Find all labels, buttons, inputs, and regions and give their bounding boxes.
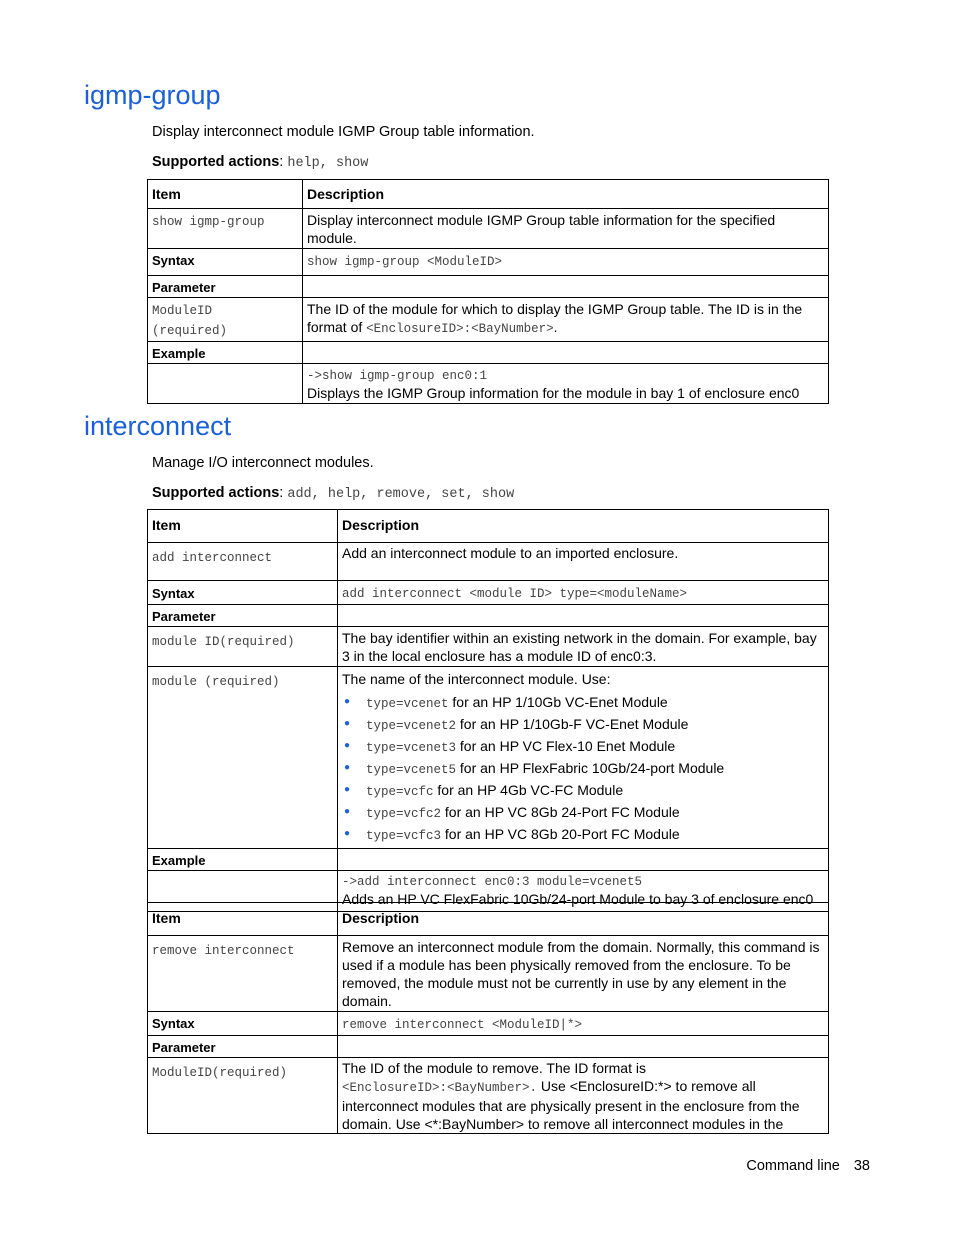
igmp-group-table (147, 179, 829, 404)
module-type-item (342, 758, 824, 780)
section-title-interconnect: interconnect (84, 411, 232, 441)
parameter-name: ModuleID (152, 304, 213, 318)
table-row (148, 1058, 829, 1134)
table-row (148, 605, 829, 627)
supported-actions: Supported actions: add, help, remove, set, show (152, 485, 515, 502)
example-command: ->show igmp-group enc0:1 (307, 369, 488, 383)
parameter-description (338, 1058, 829, 1134)
example-label: Example (148, 342, 303, 364)
module-type-description: for an HP VC 8Gb 24-Port FC Module (441, 804, 680, 820)
module-type-item (342, 824, 824, 846)
parameter-name: module ID(required) (152, 635, 295, 649)
parameter-description (303, 298, 829, 342)
example-description: Displays the IGMP Group information for the module in bay 1 of enclosure enc0 (307, 385, 800, 401)
module-type-description: for an HP 4Gb VC-FC Module (433, 782, 624, 798)
supported-actions-list: add, help, remove, set, show (287, 487, 515, 502)
module-type-item (342, 802, 824, 824)
table-row (148, 849, 829, 871)
command-name: add interconnect (152, 551, 273, 565)
remove-interconnect-table (147, 902, 829, 1134)
add-interconnect-table (147, 509, 829, 912)
parameter-intro: The name of the interconnect module. Use: (342, 671, 611, 687)
parameter-description-text: The ID of the module to remove. The ID format is (342, 1060, 646, 1076)
parameter-label: Parameter (148, 276, 303, 298)
module-type-list (342, 692, 824, 846)
parameter-description-text: The ID of the module for which to display the IGMP Group table. The ID is in the format of (307, 301, 803, 335)
table-row (148, 936, 829, 1012)
command-name: show igmp-group (152, 215, 265, 229)
example-command: ->add interconnect enc0:3 module=vcenet5 (342, 875, 643, 889)
syntax-value: show igmp-group <ModuleID> (307, 255, 503, 269)
module-type-description: for an HP 1/10Gb VC-Enet Module (448, 694, 668, 710)
header-description: Description (338, 903, 829, 936)
module-type-description: for an HP VC Flex-10 Enet Module (456, 738, 676, 754)
section-description: Manage I/O interconnect modules. (152, 455, 374, 471)
module-type-item (342, 714, 824, 736)
module-type-code: type=vcenet3 (366, 741, 457, 755)
header-item: Item (148, 510, 338, 543)
module-type-item (342, 736, 824, 758)
module-type-code: type=vcenet2 (366, 719, 457, 733)
supported-actions-list: help, show (287, 156, 369, 171)
module-type-code: type=vcfc2 (366, 807, 442, 821)
parameter-label: Parameter (148, 1036, 338, 1058)
supported-actions-label: Supported actions (152, 485, 280, 501)
table-row (148, 342, 829, 364)
parameter-description-end: . (553, 319, 558, 335)
example-description: Adds an HP VC FlexFabric 10Gb/24-port Module to bay 3 of enclosure enc0 (342, 891, 814, 907)
table-header-row (148, 510, 829, 543)
syntax-label: Syntax (148, 1012, 338, 1036)
table-header-row (148, 180, 829, 209)
syntax-label: Syntax (148, 249, 303, 276)
module-type-description: for an HP VC 8Gb 20-Port FC Module (441, 826, 680, 842)
module-type-code: type=vcfc (366, 785, 434, 799)
module-type-code: type=vcenet (366, 697, 449, 711)
page-footer (746, 1158, 870, 1174)
table-row (148, 543, 829, 581)
command-name: remove interconnect (152, 944, 295, 958)
page-number: 38 (853, 1158, 870, 1174)
table-row (148, 249, 829, 276)
example-label: Example (148, 849, 338, 871)
module-type-description: for an HP 1/10Gb-F VC-Enet Module (456, 716, 689, 732)
parameter-description-end: Use <EnclosureID:*> to remove all interconnect modules that are physically present in the enclosure from the domain. Use <*:BayNumber> to remove all interconnect modules in the (342, 1078, 800, 1132)
table-row (148, 581, 829, 605)
section-description: Display interconnect module IGMP Group table information. (152, 124, 535, 140)
table-row (148, 276, 829, 298)
module-type-code: type=vcenet5 (366, 763, 457, 777)
module-type-item (342, 692, 824, 714)
table-header-row (148, 903, 829, 936)
header-item: Item (148, 180, 303, 209)
command-description: Display interconnect module IGMP Group table information for the specified module. (303, 209, 829, 249)
parameter-description: The bay identifier within an existing network in the domain. For example, bay 3 in the local enclosure has a module ID of enc0:3. (338, 627, 829, 667)
table-row (148, 298, 829, 342)
supported-actions-label: Supported actions (152, 154, 280, 170)
section-title-igmp-group: igmp-group (84, 80, 221, 110)
command-description: Remove an interconnect module from the domain. Normally, this command is used if a module has been physically removed from the enclosure. To be removed, the module must not be currently in use by any element in the domain. (338, 936, 829, 1012)
header-item: Item (148, 903, 338, 936)
module-type-code: type=vcfc3 (366, 829, 442, 843)
supported-actions: Supported actions: help, show (152, 154, 369, 171)
header-description: Description (303, 180, 829, 209)
parameter-label: Parameter (148, 605, 338, 627)
command-description: Add an interconnect module to an imported enclosure. (338, 543, 829, 581)
table-row (148, 667, 829, 849)
table-row (148, 627, 829, 667)
parameter-name: ModuleID(required) (152, 1066, 288, 1080)
parameter-name: module (required) (152, 675, 280, 689)
header-description: Description (338, 510, 829, 543)
parameter-format: <EnclosureID>:<BayNumber>. (342, 1081, 538, 1095)
table-row (148, 1036, 829, 1058)
parameter-required: (required) (152, 324, 228, 338)
module-type-item (342, 780, 824, 802)
table-row (148, 1012, 829, 1036)
footer-section: Command line (746, 1158, 840, 1174)
parameter-format: <EnclosureID>:<BayNumber> (366, 322, 554, 336)
syntax-value: add interconnect <module ID> type=<moduleName> (342, 587, 688, 601)
table-row (148, 209, 829, 249)
syntax-label: Syntax (148, 581, 338, 605)
module-type-description: for an HP FlexFabric 10Gb/24-port Module (456, 760, 725, 776)
table-row (148, 364, 829, 404)
syntax-value: remove interconnect <ModuleID|*> (342, 1018, 583, 1032)
